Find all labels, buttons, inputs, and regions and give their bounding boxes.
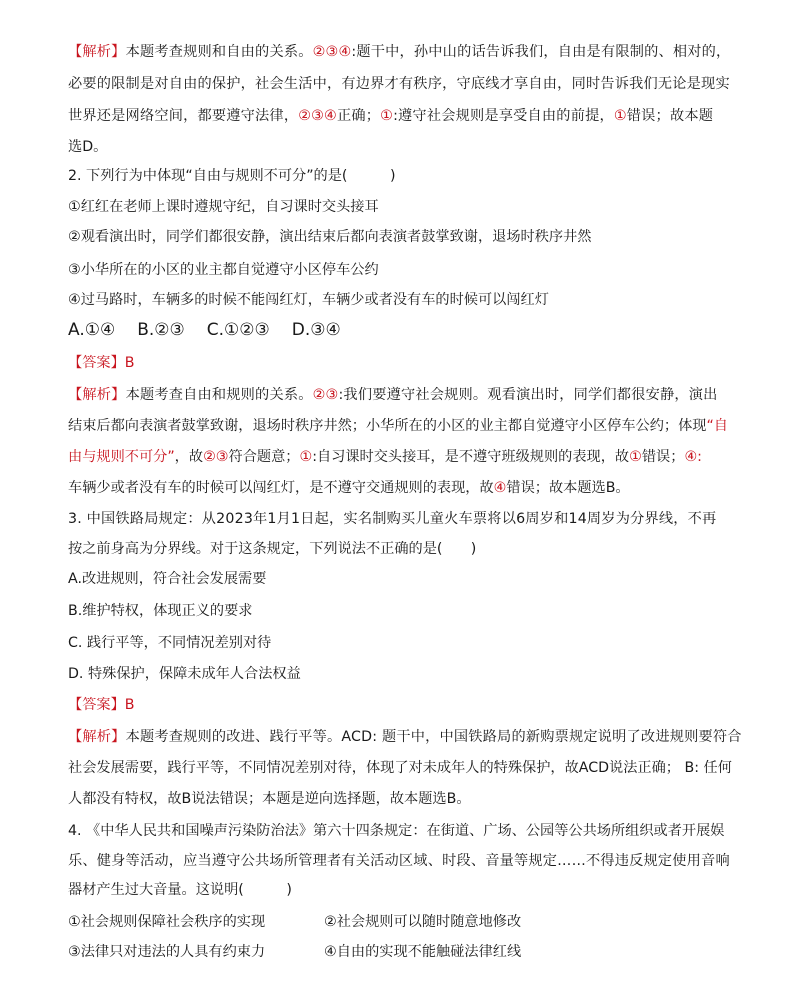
q3-analysis-line-3: 人都没有特权，故B说法错误；本题是逆向选择题，故本题选B。 [68,791,471,807]
q4-item-row-2 [68,942,522,962]
q4-item-4: ④自由的实现不能触碰法律红线 [324,944,522,960]
q2-item-2: ②观看演出时，同学们都很安静，演出结束后都向表演者鼓掌致谢，退场时秩序井然 [68,229,592,245]
q4-item-row-1 [68,912,522,932]
q3-option-b: B.维护特权，体现正义的要求 [68,603,253,619]
analysis-tag: 【解析】 [68,387,126,403]
q2-item-4: ④过马路时，车辆多的时候不能闯红灯，车辆少或者没有车的时候可以闯红灯 [68,292,549,308]
q2-option-c: C.①②③ [206,320,270,340]
q2-analysis-line-1: 【解析】本题考查自由和规则的关系。②③:我们要遵守社会规则。观看演出时，同学们都很安静，演出 [68,387,718,403]
answer-tag: 【答案】 [68,355,125,371]
q2-analysis-line-4: 车辆少或者没有车的时候可以闯红灯，是不遵守交通规则的表现，故④错误；故本题选B。 [68,480,630,496]
q2-option-a: A.①④ [68,320,116,340]
q3-stem-line-1: 3. 中国铁路局规定：从2023年1月1日起，实名制购买儿童火车票将以6周岁和14周岁为分界线，不再 [68,511,717,527]
q2-option-b: B.②③ [137,320,185,340]
q4-item-1: ①社会规则保障社会秩序的实现 [68,914,266,930]
q4-item-3: ③法律只对违法的人具有约束力 [68,944,266,960]
q1-analysis-line-4: 选D。 [68,139,108,155]
q2-analysis-line-3: 由与规则不可分”，故②③符合题意；①:自习课时交头接耳，是不遵守班级规则的表现，故①错误；④: [68,449,702,465]
q2-options [68,318,341,342]
q2-item-3: ③小华所在的小区的业主都自觉遵守小区停车公约 [68,262,379,278]
q4-stem-line-2: 乐、健身等活动，应当遵守公共场所管理者有关活动区域、时段、音量等规定……不得违反规定使用音响 [68,853,730,869]
q2-option-d: D.③④ [291,320,341,340]
q4-item-2: ②社会规则可以随时随意地修改 [324,914,522,930]
q3-stem-line-2: 按之前身高为分界线。对于这条规定，下列说法不正确的是( ) [68,541,477,557]
q1-analysis-line-2: 必要的限制是对自由的保护，社会生活中，有边界才有秩序，守底线才享自由，同时告诉我们无论是现实 [68,76,730,92]
q3-option-d: D. 特殊保护，保障未成年人合法权益 [68,666,301,682]
q3-analysis-line-1: 【解析】本题考查规则的改进、践行平等。ACD: 题干中，中国铁路局的新购票规定说明了改进规则要符合 [68,729,742,745]
q2-stem: 2. 下列行为中体现“自由与规则不可分”的是( ) [68,168,396,184]
q2-item-1: ①红红在老师上课时遵规守纪，自习课时交头接耳 [68,199,379,215]
q3-answer: 【答案】B [68,697,135,713]
q2-answer: 【答案】B [68,355,135,371]
answer-tag: 【答案】 [68,697,125,713]
q1-analysis-line-3: 世界还是网络空间，都要遵守法律，②③④正确；①:遵守社会规则是享受自由的前提，①错误；故本题 [68,108,714,124]
q4-stem-line-3: 器材产生过大音量。这说明( ) [68,882,292,898]
q3-analysis-line-2: 社会发展需要，践行平等，不同情况差别对待，体现了对未成年人的特殊保护，故ACD说法正确； B: 任何 [68,760,732,776]
analysis-tag: 【解析】 [68,729,126,745]
analysis-tag: 【解析】 [68,44,126,60]
q1-analysis-line-1: 【解析】本题考查规则和自由的关系。②③④:题干中，孙中山的话告诉我们，自由是有限制的、相对的， [68,44,731,60]
q3-option-a: A.改进规则，符合社会发展需要 [68,571,267,587]
q2-analysis-line-2: 结束后都向表演者鼓掌致谢，退场时秩序井然；小华所在的小区的业主都自觉遵守小区停车公约；体现“自 [68,418,728,434]
q3-option-c: C. 践行平等，不同情况差别对待 [68,635,272,651]
q4-stem-line-1: 4. 《中华人民共和国噪声污染防治法》第六十四条规定：在街道、广场、公园等公共场所组织或者开展娱 [68,823,725,839]
